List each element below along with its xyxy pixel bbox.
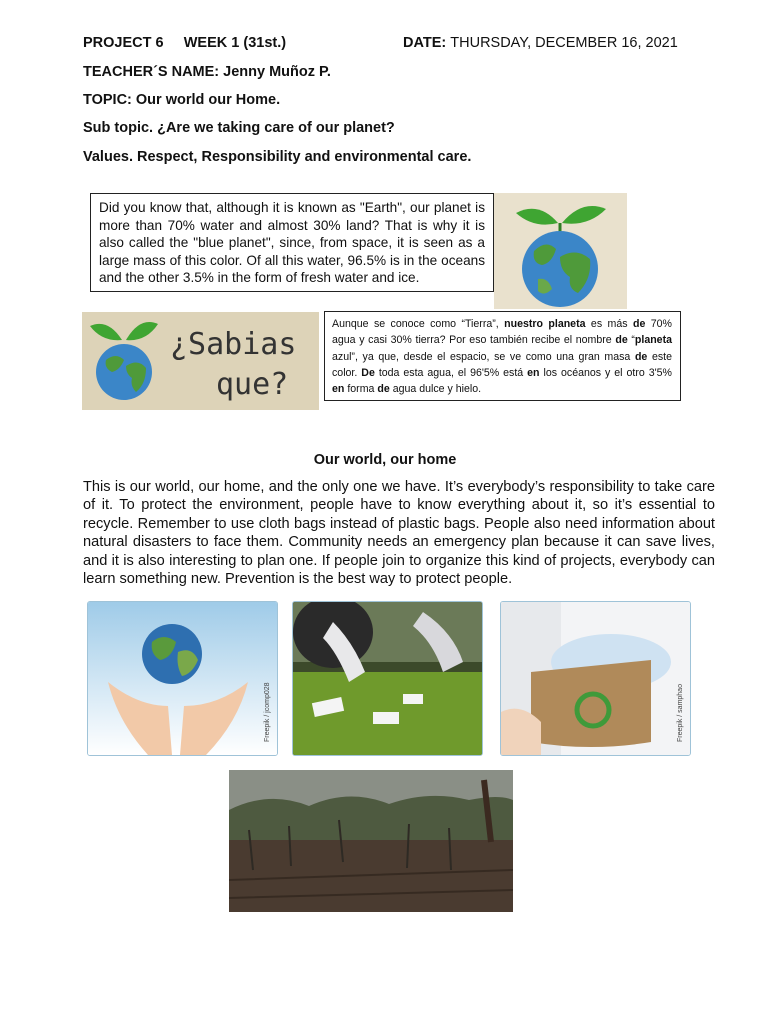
es-text: es más (590, 318, 628, 330)
es-bold: de (615, 334, 628, 347)
es-bold: de (377, 383, 390, 396)
project-label: PROJECT 6 (83, 35, 164, 51)
date-label: DATE: (403, 35, 447, 51)
es-text: los océanos y el otro 3'5% (543, 366, 672, 379)
fact-box-english: Did you know that, although it is known as "Earth", our planet is more than 70% water and almost 30% land? That is why it is also called the "blue planet", since, from space, it is seen as a large mass of this color. Of all this water, 96.5% is in the oceans and the other 3.5% in the form of fresh water and ice. (90, 193, 494, 292)
values: Values. Respect, Responsibility and environmental care. (83, 149, 472, 165)
es-text: azul”, ya que, desde el espacio, se ve como una gran masa (332, 350, 631, 363)
es-bold: en (527, 366, 540, 379)
es-text: forma (347, 383, 375, 396)
header-row (83, 35, 703, 51)
sabias-que-graphic (82, 312, 319, 410)
subtopic: Sub topic. ¿Are we taking care of our planet? (83, 120, 395, 136)
week-label: WEEK 1 (31st.) (183, 35, 287, 51)
date-field (403, 35, 678, 51)
es-bold: de (632, 318, 646, 330)
es-bold: en (332, 383, 345, 396)
es-text: agua dulce y hielo. (392, 383, 482, 396)
cleanup-volunteers-photo (292, 601, 483, 756)
recycling-bag-photo (500, 601, 691, 756)
topic: TOPIC: Our world our Home. (83, 92, 281, 108)
es-text: 70% agua y casi 30% tierra? Por eso también recibe el nombre (332, 318, 672, 347)
section-title: Our world, our home (313, 452, 457, 468)
es-bold: De (361, 366, 375, 379)
es-bold: de (634, 350, 648, 363)
es-text: toda esta agua, el 96'5% está (378, 366, 524, 379)
body-paragraph: This is our world, our home, and the only one we have. It’s everybody’s responsibility to take care of it. To protect the environment, people have to know everything about it, so it’s essential to recycle. Remember to use cloth bags instead of plastic bags. People also need information about natural disasters to face them. Community needs an emergency plan because it can save lives, and it is also interesting to plan one. If people join to organize this kind of projects, everybody can learn something new. Prevention is the best way to protect people. (83, 479, 715, 588)
sabias-text-line2: que? (216, 367, 289, 402)
photo-credit: Freepik / samphao (677, 684, 684, 742)
sabias-text-line1: ¿Sabias (170, 327, 297, 362)
es-text: este color. (332, 350, 672, 379)
photo-credit: Freepik / jcomp028 (264, 682, 271, 742)
hands-holding-earth-photo (87, 601, 278, 756)
es-text: “ (631, 334, 635, 347)
deforestation-photo (229, 770, 513, 912)
es-text: Aunque se conoce como “Tierra”, (332, 318, 499, 330)
date-value: THURSDAY, DECEMBER 16, 2021 (450, 35, 678, 51)
es-bold: planeta (634, 334, 672, 347)
earth-sprout-image (494, 193, 627, 309)
teacher-name: TEACHER´S NAME: Jenny Muñoz P. (83, 64, 331, 80)
es-bold: nuestro planeta (504, 318, 586, 330)
fact-box-spanish (324, 311, 681, 401)
